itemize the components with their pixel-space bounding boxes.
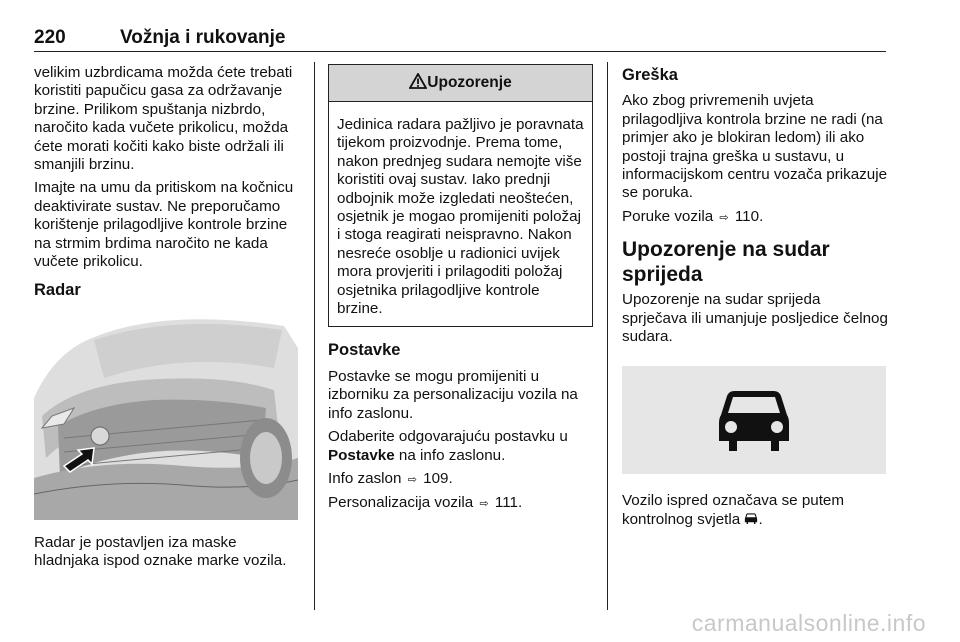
- personalization-reference[interactable]: [328, 494, 593, 513]
- column-left: [34, 64, 302, 576]
- warning-title: Upozorenje: [427, 74, 512, 91]
- vehicle-ahead-panel: [622, 366, 886, 474]
- radar-heading: Radar: [34, 281, 81, 300]
- warning-body: Jedinica radara pažljivo je poravnata tijekom proizvodnje. Prema tome, nakon prednjeg sudara nemojte više koristiti ovaj sustav. Iako prednji odbojnik može izgledati neoštećen, osjetnik je mogao promijeniti položaj i stoga reagirati neispravno. Nakon nesreće osoblje u radionici uvijek mora provjeriti i prilagoditi položaj osjetnika prilagodljive kontrole brzine.: [337, 116, 584, 318]
- section-title: Vožnja i rukovanje: [120, 27, 286, 48]
- settings-select-text: Odaberite odgovarajuću postavku u: [328, 428, 568, 446]
- reference-label: Personalizacija vozila: [328, 494, 474, 512]
- reference-arrow-icon: ⇨: [407, 473, 417, 486]
- indicator-light-paragraph: [622, 492, 888, 529]
- reference-suffix: .: [448, 469, 453, 487]
- settings-heading: Postavke: [328, 341, 401, 360]
- reference-label: Info zaslon: [328, 469, 402, 487]
- warning-box: [328, 64, 593, 327]
- brake-deactivation-paragraph: Imajte na umu da pritiskom na kočnicu deaktivirate sustav. Ne preporučamo korištenje prilagodljive kontrole brzine na strmim brdima naročito ne kada vučete prikolicu.: [34, 179, 294, 271]
- reference-page: 110: [734, 207, 760, 225]
- warning-triangle-icon: [409, 73, 427, 89]
- reference-page: 111: [494, 494, 518, 512]
- warning-header: [329, 65, 592, 102]
- reference-suffix: .: [517, 494, 523, 512]
- reference-suffix: .: [759, 207, 764, 225]
- settings-paragraph: Postavke se mogu promijeniti u izborniku za personalizaciju vozila na info zaslonu.: [328, 367, 578, 422]
- vehicle-ahead-icon: [717, 383, 791, 457]
- column-divider-right: [607, 62, 608, 610]
- column-middle: [328, 64, 593, 519]
- vehicle-ahead-inline-icon: [744, 512, 758, 525]
- reference-page: 109: [423, 469, 449, 487]
- column-right: [622, 64, 888, 534]
- fault-paragraph: Ako zbog privremenih uvjeta prilagodljiva kontrola brzine ne radi (na primjer ako je blokiran ledom) ili ako postoji trajna greška u sustavu, u informacijskom centru vozača prikazuje se poruka.: [622, 92, 888, 202]
- settings-menu-name: Postavke: [328, 446, 395, 464]
- info-display-reference[interactable]: [328, 470, 593, 489]
- page-header: [34, 29, 886, 52]
- indicator-light-suffix: .: [758, 510, 763, 528]
- settings-select-suffix: na info zaslonu.: [394, 446, 506, 464]
- reference-arrow-icon: ⇨: [719, 211, 729, 224]
- page-number: 220: [34, 27, 66, 48]
- fault-heading: Greška: [622, 66, 678, 84]
- intro-paragraph: velikim uzbrdicama možda ćete trebati koristiti papučicu gasa za održavanje brzine. Prilikom spuštanja nizbrdo, naročito kada vučete prikolicu, možda ćete morati kočiti kako biste održali ili smanjili brzinu.: [34, 64, 293, 174]
- car-front-radar-illustration: [34, 308, 298, 520]
- settings-select-paragraph: [328, 428, 593, 465]
- column-divider-left: [314, 62, 315, 610]
- footer-watermark: carmanualsonline.info: [691, 610, 926, 636]
- forward-collision-paragraph: Upozorenje na sudar sprijeda sprječava ili umanjuje posljedice čelnog sudara.: [622, 291, 888, 346]
- indicator-light-text: Vozilo ispred označava se putem kontrolnog svjetla: [622, 492, 845, 528]
- vehicle-messages-reference[interactable]: [622, 208, 888, 227]
- forward-collision-heading: Upozorenje na sudar sprijeda: [622, 238, 830, 287]
- reference-arrow-icon: ⇨: [479, 498, 489, 511]
- radar-caption: Radar je postavljen iza maske hladnjaka ispod oznake marke vozila.: [34, 533, 287, 570]
- reference-label: Poruke vozila: [622, 207, 714, 225]
